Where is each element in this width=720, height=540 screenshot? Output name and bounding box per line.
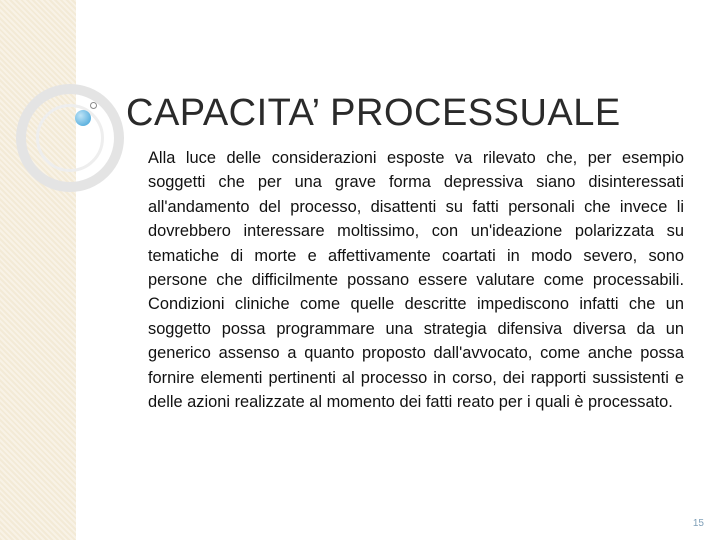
page-number: 15 bbox=[692, 518, 704, 529]
title-bullet-icon bbox=[75, 110, 91, 126]
slide-title: CAPACITA’ PROCESSUALE bbox=[126, 92, 621, 134]
decorative-side-band bbox=[0, 0, 76, 540]
decorative-inner-ring bbox=[36, 104, 104, 172]
small-circle-icon bbox=[90, 102, 97, 109]
slide-body-text: Alla luce delle considerazioni esposte va rilevato che, per esempio soggetti che per una grave forma depressiva siano disinteressati all'andamento del processo, disattenti su fatti personali che invece li dovrebbero interessare moltissimo, con un'ideazione polarizzata su tematiche di morte e affettivamente coartati in modo severo, sono persone che difficilmente possano essere valutare come processabili. Condizioni cliniche come quelle descritte impediscono infatti che un soggetto possa programmare una strategia difensiva diversa da un generico assenso a quanto proposto dall'avvocato, come anche possa fornire elementi pertinenti al processo in corso, dei rapporti sussistenti e delle azioni realizzate al momento dei fatti reato per i quali è processato. bbox=[148, 149, 684, 412]
